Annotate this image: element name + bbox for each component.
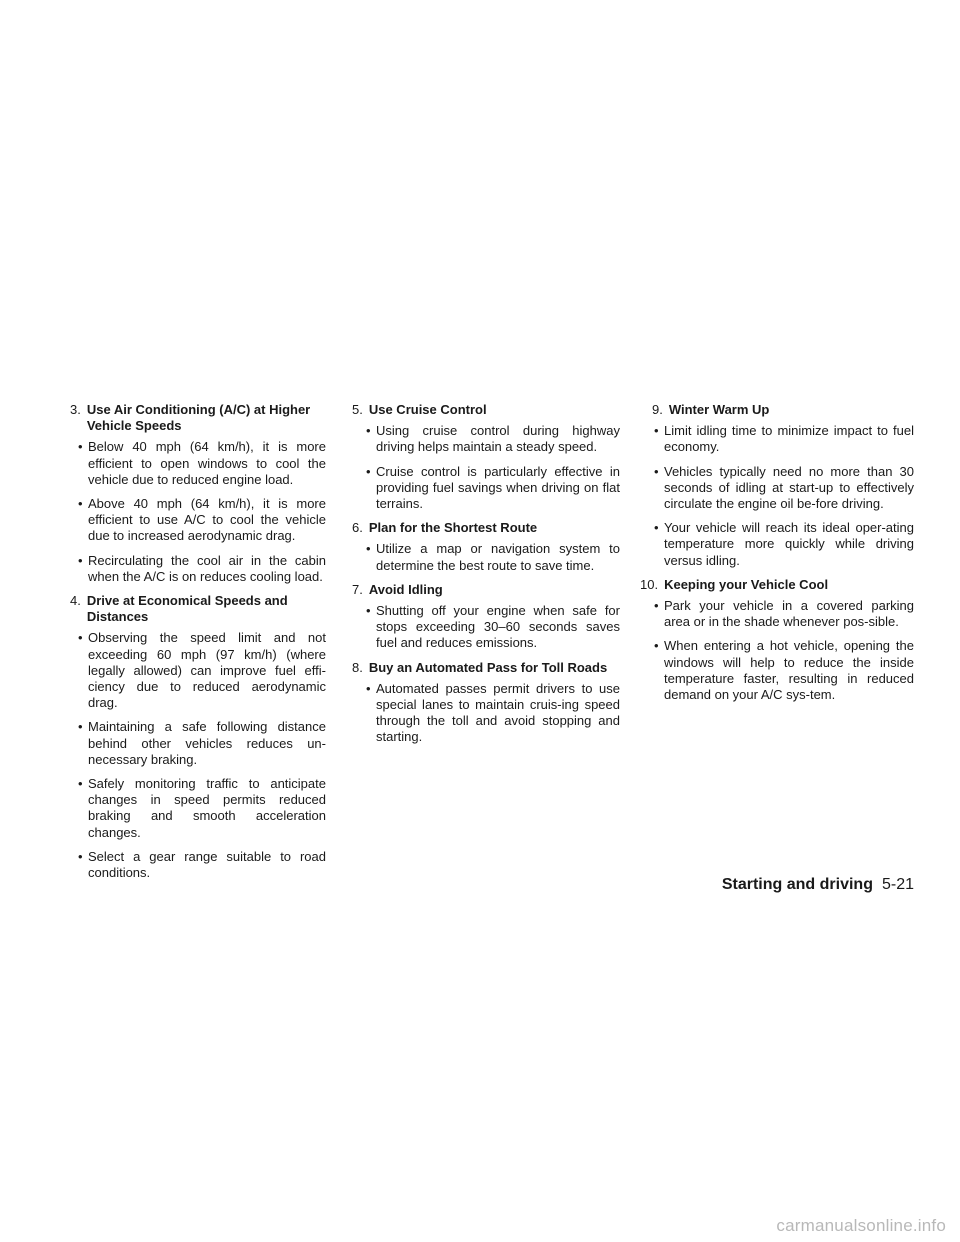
- bullet-text: Below 40 mph (64 km/h), it is more efficient to open windows to cool the vehicle due to reduced engine load.: [88, 439, 326, 487]
- bullet-text: When entering a hot vehicle, opening the windows will help to reduce the inside temperature faster, resulting in reduced demand on your A/C sys-tem.: [664, 638, 914, 703]
- bullet-item: [352, 603, 620, 652]
- bullet-item: [640, 464, 914, 513]
- bullet-icon: •: [366, 423, 371, 439]
- tip-section: [64, 593, 326, 881]
- bullet-icon: •: [78, 776, 83, 792]
- tip-section: [352, 520, 620, 574]
- column-3: [640, 402, 914, 711]
- section-title: Use Air Conditioning (A/C) at Higher Vehicle Speeds: [86, 402, 311, 434]
- bullet-item: [352, 464, 620, 513]
- bullet-icon: •: [366, 463, 371, 479]
- bullet-text: Utilize a map or navigation system to determine the best route to save time.: [376, 541, 620, 573]
- section-title: Winter Warm Up: [668, 402, 770, 417]
- section-number: 5.: [352, 402, 363, 417]
- bullet-text: Automated passes permit drivers to use special lanes to maintain cruis-ing speed through the toll and avoid stopping and starting.: [376, 680, 620, 745]
- section-number: 3.: [70, 402, 81, 417]
- section-number: 10.: [640, 576, 659, 592]
- tip-section: [352, 582, 620, 652]
- bullet-text: Park your vehicle in a covered parking area or in the shade whenever pos-sible.: [664, 598, 914, 630]
- bullet-item: [64, 630, 326, 711]
- section-heading: [352, 520, 620, 536]
- section-title: Drive at Economical Speeds and Distances: [86, 593, 288, 625]
- bullet-text: Select a gear range suitable to road conditions.: [88, 848, 326, 881]
- bullet-item: [64, 439, 326, 488]
- section-heading: [64, 402, 326, 434]
- section-heading: [640, 577, 914, 593]
- bullet-item: [640, 598, 914, 630]
- section-title: Use Cruise Control: [368, 402, 487, 417]
- bullet-icon: •: [78, 439, 83, 455]
- section-number: 4.: [70, 593, 81, 609]
- bullet-item: [352, 541, 620, 573]
- bullet-item: [64, 496, 326, 545]
- bullet-item: [64, 776, 326, 841]
- bullet-item: [64, 849, 326, 881]
- bullet-text: Maintaining a safe following distance behind other vehicles reduces un-necessary braking.: [88, 719, 326, 767]
- tip-section: [352, 660, 620, 746]
- bullet-icon: •: [78, 848, 83, 864]
- bullet-text: Cruise control is particularly effective in providing fuel savings when driving on flat terrains.: [376, 463, 620, 512]
- bullet-icon: •: [654, 520, 659, 536]
- bullet-icon: •: [78, 719, 83, 735]
- bullet-text: Using cruise control during highway driving helps maintain a steady speed.: [376, 423, 620, 455]
- bullet-icon: •: [654, 423, 659, 439]
- bullet-icon: •: [654, 463, 659, 479]
- section-heading: [64, 593, 326, 625]
- section-heading: [352, 660, 620, 676]
- page-number: 5-21: [881, 876, 914, 893]
- bullet-item: [352, 681, 620, 746]
- bullet-text: Safely monitoring traffic to anticipate changes in speed permits reduced braking and smooth acceleration changes.: [88, 776, 326, 840]
- bullet-item: [640, 638, 914, 703]
- page-footer: [722, 876, 914, 894]
- section-heading: [352, 582, 620, 598]
- bullet-item: [64, 553, 326, 585]
- bullet-icon: •: [366, 541, 371, 557]
- bullet-text: Your vehicle will reach its ideal oper-ating temperature more quickly while driving versus idling.: [664, 520, 914, 568]
- bullet-icon: •: [654, 638, 659, 654]
- bullet-text: Above 40 mph (64 km/h), it is more efficient to use A/C to cool the vehicle due to increased aerodynamic drag.: [88, 496, 326, 544]
- bullet-item: [64, 719, 326, 768]
- bullet-item: [640, 520, 914, 569]
- tip-section: [640, 402, 914, 569]
- section-number: 8.: [352, 659, 363, 675]
- column-1: [64, 402, 326, 889]
- column-2: [352, 402, 620, 754]
- tip-section: [64, 402, 326, 585]
- bullet-icon: •: [654, 598, 659, 614]
- bullet-text: Shutting off your engine when safe for stops exceeding 30–60 seconds saves fuel and reduces emissions.: [376, 603, 620, 651]
- bullet-text: Vehicles typically need no more than 30 seconds of idling at start-up to effectively circulate the engine oil be-fore driving.: [664, 463, 914, 512]
- bullet-icon: •: [78, 496, 83, 512]
- bullet-item: [640, 423, 914, 455]
- section-number: 7.: [352, 581, 363, 597]
- bullet-icon: •: [366, 680, 371, 696]
- tip-section: [352, 402, 620, 512]
- tip-section: [640, 577, 914, 703]
- section-title: Avoid Idling: [368, 581, 443, 597]
- bullet-text: Limit idling time to minimize impact to fuel economy.: [664, 423, 914, 455]
- bullet-item: [352, 423, 620, 455]
- bullet-icon: •: [366, 603, 371, 619]
- section-number: 6.: [352, 520, 363, 536]
- section-number: 9.: [652, 402, 663, 417]
- bullet-icon: •: [78, 552, 83, 568]
- section-title: Plan for the Shortest Route: [368, 520, 538, 536]
- section-title: Buy an Automated Pass for Toll Roads: [368, 659, 608, 675]
- watermark[interactable]: carmanualsonline.info: [776, 1216, 946, 1235]
- section-heading: [640, 402, 914, 418]
- bullet-text: Recirculating the cool air in the cabin when the A/C is on reduces cooling load.: [88, 552, 326, 584]
- bullet-text: Observing the speed limit and not exceeding 60 mph (97 km/h) (where legally allowed) can improve fuel effi-ciency due to reduced aerodynamic drag.: [88, 630, 326, 711]
- bullet-icon: •: [78, 630, 83, 646]
- chapter-title: Starting and driving: [721, 876, 873, 893]
- section-heading: [352, 402, 620, 418]
- section-title: Keeping your Vehicle Cool: [664, 576, 829, 592]
